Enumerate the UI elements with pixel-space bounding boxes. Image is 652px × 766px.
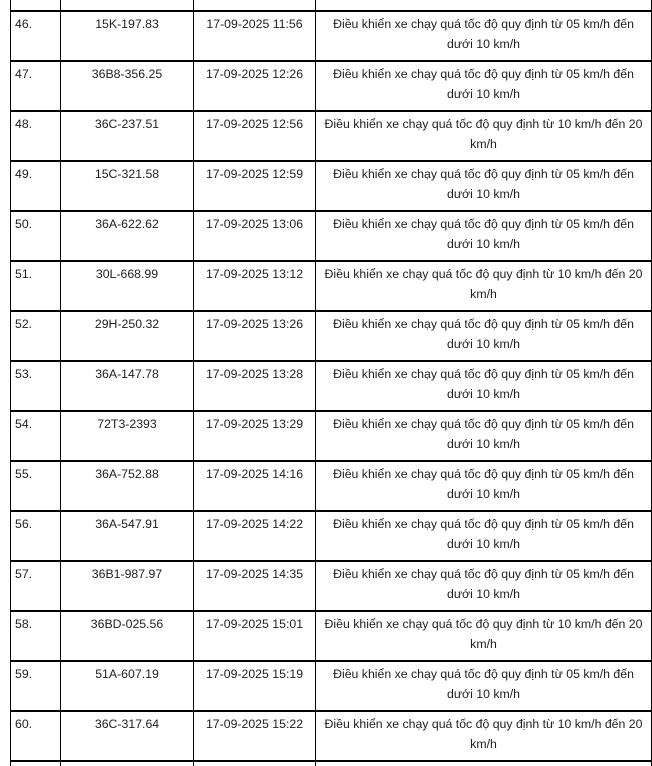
table-row xyxy=(11,561,652,611)
row-number-cell: 55. xyxy=(11,461,61,511)
table-row-partial-bottom xyxy=(11,761,652,766)
violation-cell: Điều khiển xe chạy quá tốc độ quy định từ 05 km/h đến dưới 10 km/h xyxy=(316,11,652,61)
table-row xyxy=(11,161,652,211)
violation-cell: Điều khiển xe chạy quá tốc độ quy định từ 05 km/h đến dưới 10 km/h xyxy=(316,511,652,561)
license-plate-cell: 36C-237.51 xyxy=(61,111,194,161)
table-row xyxy=(11,661,652,711)
row-number-cell: 54. xyxy=(11,411,61,461)
license-plate-cell: 72T3-2393 xyxy=(61,411,194,461)
violation-cell: Điều khiển xe chạy quá tốc độ quy định từ 05 km/h đến dưới 10 km/h xyxy=(316,661,652,711)
license-plate-cell: 36A-752.88 xyxy=(61,461,194,511)
row-number-cell: 57. xyxy=(11,561,61,611)
violation-cell: Điều khiển xe chạy quá tốc độ quy định từ 05 km/h đến dưới 10 km/h xyxy=(316,411,652,461)
row-number-cell xyxy=(11,761,61,766)
row-number-cell: 47. xyxy=(11,61,61,111)
license-plate-cell: 15K-197.83 xyxy=(61,11,194,61)
row-number-cell: 48. xyxy=(11,111,61,161)
row-number-cell: 49. xyxy=(11,161,61,211)
datetime-cell xyxy=(194,0,316,11)
datetime-cell: 17-09-2025 15:01 xyxy=(194,611,316,661)
table-row xyxy=(11,711,652,761)
violation-cell: Điều khiển xe chạy quá tốc độ quy định từ 10 km/h đến 20 km/h xyxy=(316,111,652,161)
license-plate-cell xyxy=(61,761,194,766)
table-row xyxy=(11,611,652,661)
datetime-cell: 17-09-2025 12:59 xyxy=(194,161,316,211)
license-plate-cell: 36A-547.91 xyxy=(61,511,194,561)
table-row xyxy=(11,111,652,161)
datetime-cell: 17-09-2025 12:26 xyxy=(194,61,316,111)
table-row xyxy=(11,411,652,461)
table-row-partial-top xyxy=(11,0,652,11)
violation-cell: Điều khiển xe chạy quá tốc độ quy định từ 05 km/h đến dưới 10 km/h xyxy=(316,211,652,261)
license-plate-cell: 30L-668.99 xyxy=(61,261,194,311)
license-plate-cell: 29H-250.32 xyxy=(61,311,194,361)
datetime-cell: 17-09-2025 15:19 xyxy=(194,661,316,711)
violation-cell xyxy=(316,0,652,11)
table-row xyxy=(11,61,652,111)
table-row xyxy=(11,211,652,261)
table-row xyxy=(11,511,652,561)
violation-cell: Điều khiển xe chạy quá tốc độ quy định từ 05 km/h đến dưới 10 km/h xyxy=(316,61,652,111)
license-plate-cell: 36B8-356.25 xyxy=(61,61,194,111)
row-number-cell: 60. xyxy=(11,711,61,761)
violation-cell: Điều khiển xe chạy quá tốc độ quy định từ 10 km/h đến 20 km/h xyxy=(316,711,652,761)
datetime-cell: 17-09-2025 14:16 xyxy=(194,461,316,511)
row-number-cell: 46. xyxy=(11,11,61,61)
license-plate-cell: 36A-147.78 xyxy=(61,361,194,411)
datetime-cell: 17-09-2025 15:22 xyxy=(194,711,316,761)
table-row xyxy=(11,361,652,411)
datetime-cell xyxy=(194,761,316,766)
violations-table-body xyxy=(11,0,652,766)
row-number-cell: 59. xyxy=(11,661,61,711)
row-number-cell: 52. xyxy=(11,311,61,361)
violation-cell: Điều khiển xe chạy quá tốc độ quy định từ 05 km/h đến dưới 10 km/h xyxy=(316,161,652,211)
license-plate-cell: 51A-607.19 xyxy=(61,661,194,711)
violation-cell: Điều khiển xe chạy quá tốc độ quy định từ 10 km/h đến 20 km/h xyxy=(316,611,652,661)
violations-table xyxy=(10,0,652,766)
table-row xyxy=(11,11,652,61)
table-row xyxy=(11,461,652,511)
datetime-cell: 17-09-2025 13:29 xyxy=(194,411,316,461)
violation-cell: Điều khiển xe chạy quá tốc độ quy định từ 05 km/h đến dưới 10 km/h xyxy=(316,561,652,611)
datetime-cell: 17-09-2025 13:26 xyxy=(194,311,316,361)
license-plate-cell: 36C-317.64 xyxy=(61,711,194,761)
license-plate-cell: 15C-321.58 xyxy=(61,161,194,211)
row-number-cell: 56. xyxy=(11,511,61,561)
violation-cell: Điều khiển xe chạy quá tốc độ quy định từ 10 km/h đến 20 km/h xyxy=(316,261,652,311)
table-row xyxy=(11,261,652,311)
row-number-cell: 50. xyxy=(11,211,61,261)
datetime-cell: 17-09-2025 14:22 xyxy=(194,511,316,561)
row-number-cell xyxy=(11,0,61,11)
datetime-cell: 17-09-2025 13:06 xyxy=(194,211,316,261)
datetime-cell: 17-09-2025 14:35 xyxy=(194,561,316,611)
violation-cell: Điều khiển xe chạy quá tốc độ quy định từ 05 km/h đến dưới 10 km/h xyxy=(316,361,652,411)
datetime-cell: 17-09-2025 12:56 xyxy=(194,111,316,161)
violation-cell: Điều khiển xe chạy quá tốc độ quy định từ 05 km/h đến dưới 10 km/h xyxy=(316,461,652,511)
row-number-cell: 53. xyxy=(11,361,61,411)
license-plate-cell: 36B1-987.97 xyxy=(61,561,194,611)
datetime-cell: 17-09-2025 13:28 xyxy=(194,361,316,411)
datetime-cell: 17-09-2025 13:12 xyxy=(194,261,316,311)
license-plate-cell: 36BD-025.56 xyxy=(61,611,194,661)
license-plate-cell xyxy=(61,0,194,11)
row-number-cell: 51. xyxy=(11,261,61,311)
row-number-cell: 58. xyxy=(11,611,61,661)
license-plate-cell: 36A-622.62 xyxy=(61,211,194,261)
violation-cell xyxy=(316,761,652,766)
table-row xyxy=(11,311,652,361)
violation-cell: Điều khiển xe chạy quá tốc độ quy định từ 05 km/h đến dưới 10 km/h xyxy=(316,311,652,361)
datetime-cell: 17-09-2025 11:56 xyxy=(194,11,316,61)
